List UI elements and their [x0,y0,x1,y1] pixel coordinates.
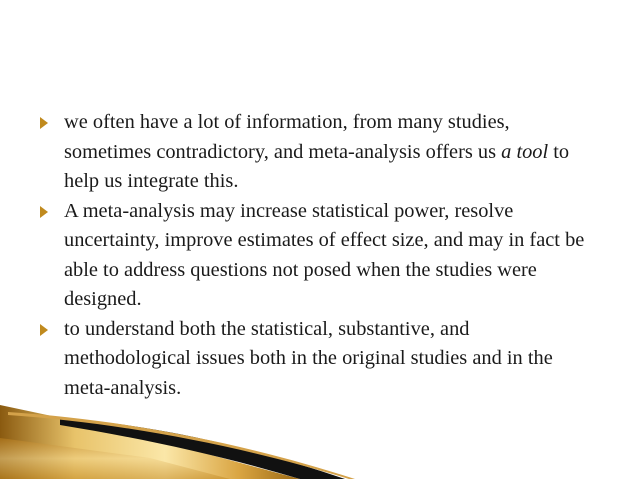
bullet-item [40,315,600,404]
bullet-item [40,197,600,315]
bullet-list [40,108,600,403]
bullet-text: A meta-analysis may increase statistical power, resolve uncertainty, improve estimates of effect size, and may in fact be able to address questions not posed when the studies were designed. [64,199,585,310]
arrow-bullet-icon [40,324,48,336]
bullet-text: we often have a lot of information, from many studies, sometimes contradictory, and meta-analysis offers us a tool to help us integrate this. [64,111,570,192]
bullet-text: to understand both the statistical, substantive, and methodological issues both in the original studies and in the meta-analysis. [64,317,553,399]
arrow-bullet-icon [40,206,48,218]
arrow-bullet-icon [40,117,48,129]
bullet-emphasis: a tool [501,140,549,163]
bullet-item [40,108,600,197]
